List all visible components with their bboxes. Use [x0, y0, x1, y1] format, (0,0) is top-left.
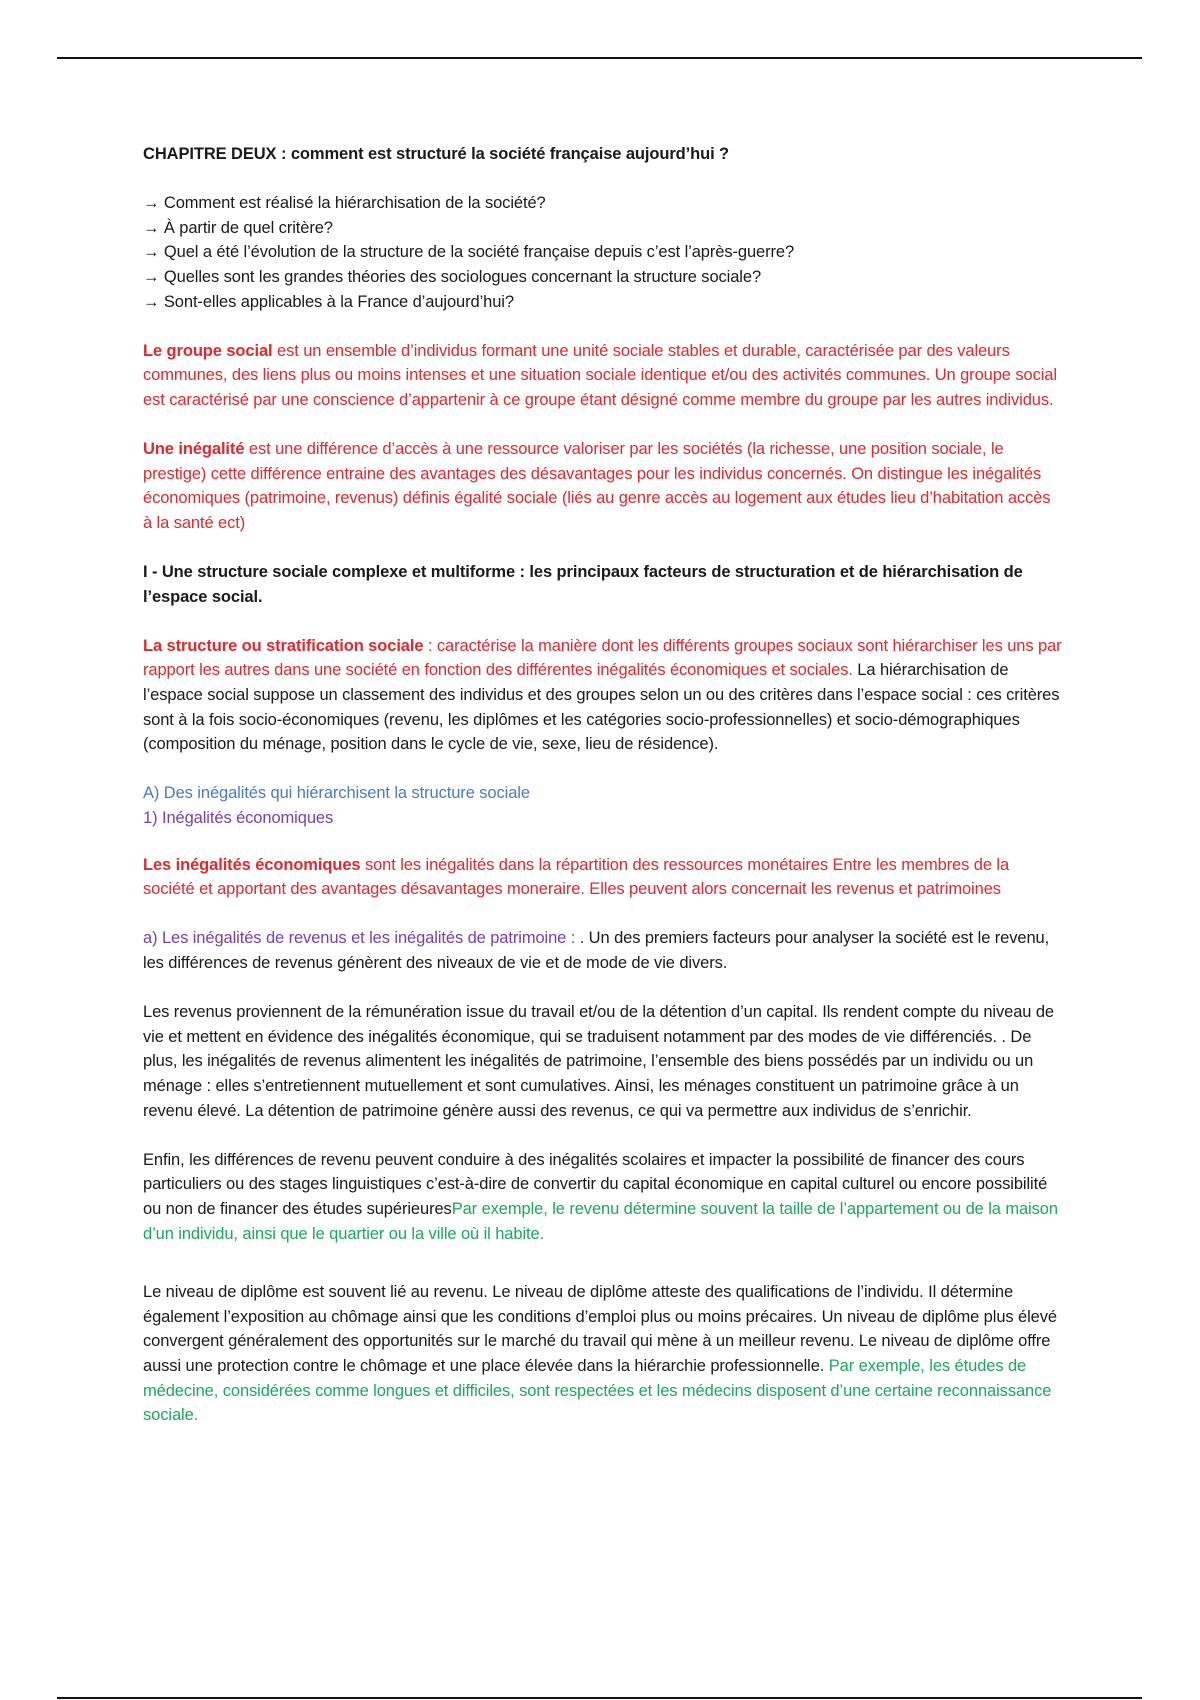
section-heading-I: I - Une structure sociale complexe et multiforme : les principaux facteurs de structuration et de hiérarchisation de l’espace social.	[143, 563, 1023, 606]
definition-groupe-social	[143, 339, 1063, 413]
question-item: → Comment est réalisé la hiérarchisation de la société?	[143, 194, 546, 213]
definition-text: est une différence d’accès à une ressource valoriser par les sociétés (la richesse, une position sociale, le prestige) cette différence entraine des avantages des désavantages pour les individus concernés. On distingue les inégalités économiques (patrimoine, revenus) définis égalité sociale (liés au genre accès au logement aux études lieu d’habitation accès à la santé ect)	[143, 440, 1051, 532]
question-list	[143, 191, 1063, 314]
definition-text: La hiérarchisation de l’espace social suppose un classement des individus et des groupes selon un ou des critères dans l’espace social : ces critères sont à la fois socio-économiques (revenu, les diplômes et les catégories socio-professionnelles) et socio-démographiques (composition du ménage, position dans le cycle de vie, sexe, lieu de résidence).	[143, 661, 1060, 754]
definition-structure-sociale	[143, 634, 1063, 757]
question-item: → À partir de quel critère?	[143, 218, 333, 237]
document-body	[143, 142, 1063, 1428]
definition-inegalites-economiques	[143, 853, 1063, 902]
paragraph-text: . Un des premiers facteurs pour analyser la société est le revenu, les différences de revenus génèrent des niveaux de vie et de mode de vie divers.	[143, 929, 1050, 972]
definition-inegalite	[143, 437, 1063, 535]
subsection-heading-1: 1) Inégalités économiques	[143, 809, 334, 828]
definition-red-text: : caractérise la manière dont les différents groupes sociaux sont hiérarchiser les uns par rapport les autres dans une société en fonction des différentes inégalités économiques et sociales.	[143, 636, 1062, 680]
paragraph-enfin	[143, 1148, 1063, 1246]
definition-text: est un ensemble d’individus formant une unité sociale stables et durable, caractérisée par des valeurs communes, des liens plus ou moins intenses et une situation sociale identique et/ou des activités communes. Un groupe social est caractérisé par une conscience d’appartenir à ce groupe étant désigné comme membre du groupe par les autres individus.	[143, 341, 1057, 409]
example-text: Par exemple, les études de médecine, considérées comme longues et difficiles, sont respectées et les médecins disposent d’une certaine reconnaissance sociale.	[143, 1356, 1052, 1425]
paragraph-diplome	[143, 1280, 1063, 1428]
paragraph-revenus: Les revenus proviennent de la rémunération issue du travail et/ou de la détention d’un capital. Ils rendent compte du niveau de vie et mettent en évidence des inégalités économique, qui se traduisent notamment par des modes de vie différenciés. . De plus, les inégalités de revenus alimentent les inégalités de patrimoine, l’ensemble des biens possédés par un individu ou un ménage : elles s’entretiennent mutuellement et sont cumulatives. Ainsi, les ménages constituent un patrimoine grâce à un revenu élevé. La détention de patrimoine génère aussi des revenus, ce qui va permettre aux individus de s’enrichir.	[143, 1003, 1054, 1120]
paragraph-text: Enfin, les différences de revenu peuvent conduire à des inégalités scolaires et impacter la possibilité de financer des cours particuliers ou des stages linguistiques c’est-à-dire de convertir du capital économique en capital culturel ou encore possibilité ou non de financer des études supérieures	[143, 1150, 1048, 1218]
paragraph-text: Le niveau de diplôme est souvent lié au revenu. Le niveau de diplôme atteste des qualifications de l’individu. Il détermine également l’exposition au chômage ainsi que les conditions d’emploi plus ou moins précaires. Un niveau de diplôme plus élevé convergent généralement des opportunités sur le marché du travail qui mène à un meilleur revenu. Le niveau de diplôme offre aussi une protection contre le chômage et une place élevée dans la hiérarchie professionnelle.	[143, 1283, 1057, 1375]
paragraph-revenus-patrimoine	[143, 926, 1063, 975]
subsection-heading-A: A) Des inégalités qui hiérarchisent la structure sociale	[143, 784, 530, 803]
question-item: → Sont-elles applicables à la France d’aujourd’hui?	[143, 292, 514, 311]
question-item: → Quel a été l’évolution de la structure de la société française depuis c’est l’après-guerre?	[143, 243, 795, 262]
chapter-title: CHAPITRE DEUX : comment est structuré la société française aujourd’hui ?	[143, 145, 730, 163]
question-item: → Quelles sont les grandes théories des sociologues concernant la structure sociale?	[143, 267, 762, 286]
bottom-rule	[57, 1697, 1142, 1699]
definition-text: sont les inégalités dans la répartition des ressources monétaires Entre les membres de la société et apportant des avantages désavantages moneraire. Elles peuvent alors concernait les revenus et patrimoines	[143, 855, 1010, 899]
definition-term: La structure ou stratification sociale	[143, 636, 424, 655]
paragraph-heading-a: a) Les inégalités de revenus et les inégalités de patrimoine :	[143, 929, 580, 948]
definition-term: Le groupe social	[143, 341, 273, 360]
definition-term: Les inégalités économiques	[143, 855, 361, 874]
example-text: Par exemple, le revenu détermine souvent la taille de l’appartement ou de la maison d’un individu, ainsi que le quartier ou la ville où il habite.	[143, 1199, 1058, 1243]
top-rule	[57, 57, 1142, 59]
definition-term: Une inégalité	[143, 440, 245, 459]
